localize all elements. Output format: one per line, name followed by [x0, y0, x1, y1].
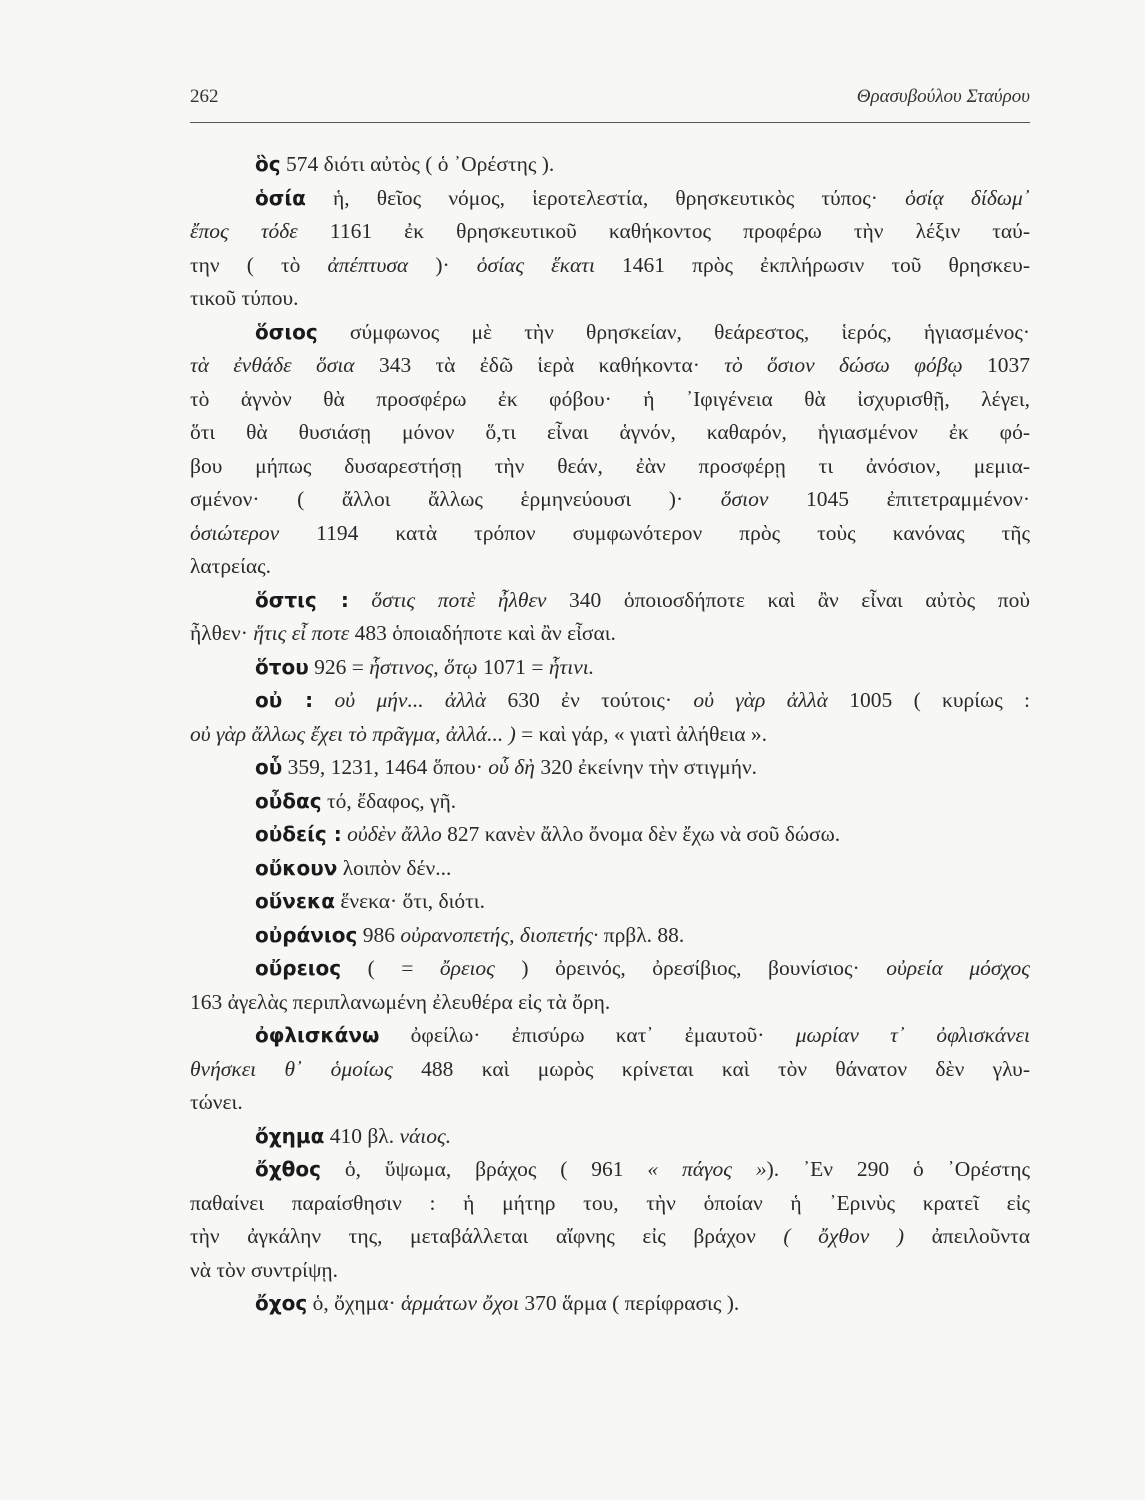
definition-text: ὅτι θὰ θυσιάσῃ μόνον ὅ,τι εἶναι ἁγνόν, καθαρόν, ἡγιασμένον ἐκ φό-	[190, 420, 1030, 444]
definition-text: 163 ἀγελὰς περιπλανωμένη ἐλευθέρα εἰς τὰ ὄρη.	[190, 989, 611, 1014]
entry-line	[190, 1053, 1030, 1087]
entry-line	[190, 1187, 1030, 1221]
definition-text: ἕνεκα· ὅτι, διότι.	[334, 889, 485, 913]
definition-text: 926 =	[308, 654, 370, 679]
entry-line	[190, 550, 1030, 584]
quotation: ( ὄχθον )	[783, 1224, 905, 1248]
entry-line	[190, 785, 1030, 819]
quotation: ὁσίας ἕκατι	[476, 252, 595, 277]
quotation: ἀπέπτυσα	[327, 252, 409, 277]
glossary-entry	[190, 952, 1030, 1019]
entry-line	[190, 249, 1030, 283]
definition-text: )·	[408, 252, 477, 277]
headword: ὄχθος	[255, 1157, 321, 1181]
definition-text: ὁ, ὕψωμα, βράχος ( 961	[320, 1157, 648, 1181]
headword: οὕνεκα	[255, 889, 335, 913]
definition-text: 343 τὰ ἐδῶ ἱερὰ καθήκοντα·	[354, 353, 725, 377]
quotation: ὅσιον	[720, 487, 769, 511]
entry-line	[190, 651, 1030, 685]
glossary-entry	[190, 785, 1030, 819]
entry-line	[190, 1153, 1030, 1187]
entry-line	[190, 1254, 1030, 1288]
definition-text: 488 καὶ μωρὸς κρίνεται καὶ τὸν θάνατον δὲν γλυ-	[392, 1056, 1030, 1081]
quotation: οὐρεία μόσχος	[886, 956, 1030, 980]
definition-text	[313, 688, 334, 712]
header-rule	[190, 122, 1030, 123]
entry-line	[190, 282, 1030, 316]
glossary-entry	[190, 584, 1030, 651]
headword: οὗ	[255, 755, 283, 779]
quotation: ἧτινι.	[548, 654, 595, 679]
definition-text: 410 βλ.	[324, 1123, 400, 1148]
headword: ὄχημα	[255, 1123, 325, 1148]
headword: ὄχος	[255, 1291, 308, 1315]
entry-line	[190, 349, 1030, 383]
entry-line	[190, 952, 1030, 986]
glossary-entry	[190, 885, 1030, 919]
glossary-entry	[190, 1019, 1030, 1120]
glossary-entry	[190, 1153, 1030, 1287]
definition-text: 1461 πρὸς ἐκπλήρωσιν τοῦ θρησκευ-	[594, 252, 1030, 277]
definition-text: τικοῦ τύπου.	[190, 286, 299, 310]
entry-line	[190, 617, 1030, 651]
definition-text: 1071 =	[477, 654, 549, 679]
entry-line	[190, 852, 1030, 886]
quotation: οὐρανοπετής, διοπετής·	[400, 922, 599, 947]
quotation: τὸ ὅσιον δώσω φόβῳ	[724, 353, 963, 377]
quotation: οὗ δὴ	[488, 755, 535, 779]
definition-text: λοιπὸν δέν...	[337, 855, 452, 880]
headword: οὔρειος	[255, 956, 342, 980]
definition-text: τὸ ἁγνὸν θὰ προσφέρω ἐκ φόβου· ἡ ᾿Ιφιγένεια θὰ ἰσχυρισθῇ, λέγει,	[190, 386, 1030, 411]
headword: ὅσιος	[255, 319, 318, 344]
glossary-entry	[190, 684, 1030, 751]
quotation: οὐ γὰρ ἀλλὰ	[693, 688, 828, 712]
definition-text: = καὶ γάρ, « γιατὶ ἀλήθεια ».	[515, 721, 768, 746]
quotation: οὐδὲν ἄλλο	[347, 822, 442, 846]
definition-text: 1045 ἐπιτετραμμένον·	[768, 487, 1030, 511]
entry-line	[190, 483, 1030, 517]
entry-line	[190, 1086, 1030, 1120]
entry-line	[190, 517, 1030, 551]
quotation: ἧστινος, ὅτῳ	[369, 654, 478, 679]
headword: ὅστις :	[255, 587, 349, 612]
definition-text: 1161 ἐκ θρησκευτικοῦ καθήκοντος προφέρω τὴν λέξιν ταύ-	[297, 219, 1030, 243]
quotation: θνήσκει θ᾿ ὁμοίως	[190, 1056, 393, 1081]
quotation: ὁσιώτερον	[190, 520, 280, 545]
headword: οὐράνιος	[255, 922, 358, 947]
glossary-entry	[190, 316, 1030, 584]
definition-text: λατρείας.	[190, 554, 272, 578]
entry-line	[190, 148, 1030, 182]
definition-text: 340 ὁποιοσδήποτε καὶ ἂν εἶναι αὐτὸς ποὺ	[546, 587, 1030, 612]
definition-text: 320 ἐκείνην τὴν στιγμήν.	[534, 755, 758, 779]
glossary-entry	[190, 852, 1030, 886]
entry-line	[190, 818, 1030, 852]
definition-text: 630 ἐν τούτοις·	[486, 688, 694, 712]
entry-line	[190, 885, 1030, 919]
definition-text: 359, 1231, 1464 ὅπου·	[282, 755, 489, 779]
glossary-entry	[190, 182, 1030, 316]
definition-text: ὁ, ὄχημα·	[307, 1291, 401, 1315]
definition-text: πρβλ. 88.	[598, 922, 685, 947]
entry-line	[190, 751, 1030, 785]
definition-text: 574 διότι αὐτὸς ( ὁ ᾿Ορέστης ).	[280, 152, 555, 176]
quotation: τὰ ἐνθάδε ὅσια	[190, 353, 355, 377]
entry-line	[190, 450, 1030, 484]
entry-line	[190, 1019, 1030, 1053]
quotation: ὁσίᾳ δίδωμ᾿	[905, 185, 1030, 210]
glossary-entry	[190, 818, 1030, 852]
definition-text: σμένον· ( ἄλλοι ἄλλως ἑρμηνεύουσι )·	[190, 487, 721, 511]
definition-text: 827 κανὲν ἄλλο ὄνομα δὲν ἔχω νὰ σοῦ δώσω.	[441, 822, 841, 846]
page-header	[190, 86, 1030, 116]
headword: οὐδείς :	[255, 822, 342, 846]
definition-text: την ( τὸ	[190, 252, 328, 277]
entry-line	[190, 1120, 1030, 1154]
quotation: μωρίαν τ᾿ ὀφλισκάνει	[795, 1023, 1030, 1047]
headword: ὀφλισκάνω	[255, 1023, 380, 1047]
headword: οὐ :	[255, 688, 314, 712]
definition-text: ὀφείλω· ἐπισύρω κατ᾿ ἐμαυτοῦ·	[379, 1023, 796, 1047]
definition-text: 1194 κατὰ τρόπον συμφωνότερον πρὸς τοὺς κανόνας τῆς	[279, 520, 1030, 545]
entry-line	[190, 718, 1030, 752]
quotation: οὐ μήν... ἀλλὰ	[334, 688, 487, 712]
quotation: ἁρμάτων ὄχοι	[401, 1291, 519, 1315]
definition-text: ἀπειλοῦντα	[904, 1224, 1030, 1248]
quotation: ἔπος τόδε	[190, 219, 298, 243]
headword: οὔκουν	[255, 855, 338, 880]
quotation: ἥτις εἶ ποτε	[253, 621, 350, 645]
glossary-entry	[190, 148, 1030, 182]
quotation: ὅστις ποτὲ ἦλθεν	[371, 587, 547, 612]
definition-text: 1005 ( κυρίως :	[827, 688, 1031, 712]
glossary-entry	[190, 1120, 1030, 1154]
definition-text: παθαίνει παραίσθησιν : ἡ μήτηρ του, τὴν ὁποίαν ἡ ᾿Ερινὺς κρατεῖ εἰς	[190, 1190, 1030, 1215]
definition-text: 370 ἅρμα ( περίφρασις ).	[518, 1291, 740, 1315]
page-number: 262	[190, 86, 219, 107]
entry-line	[190, 1287, 1030, 1321]
entry-line	[190, 416, 1030, 450]
headword: ὁσία	[255, 185, 306, 210]
definition-text: τὴν ἀγκάλην της, μεταβάλλεται αἴφνης εἰς βράχον	[190, 1224, 784, 1248]
glossary-body	[190, 148, 1030, 1321]
entry-line	[190, 316, 1030, 350]
entry-line	[190, 684, 1030, 718]
definition-text: ) ὀρεινός, ὀρεσίβιος, βουνίσιος·	[494, 956, 887, 980]
definition-text: βου μήπως δυσαρεστήσῃ τὴν θεάν, ἐὰν προσφέρῃ τι ἀνόσιον, μεμια-	[190, 453, 1030, 478]
definition-text: 986	[357, 922, 401, 947]
glossary-entry	[190, 751, 1030, 785]
definition-text: νὰ τὸν συντρίψῃ.	[190, 1257, 339, 1282]
glossary-entry	[190, 919, 1030, 953]
glossary-entry	[190, 1287, 1030, 1321]
headword: ὅτου	[255, 654, 309, 679]
definition-text: 483 ὁποιαδήποτε καὶ ἂν εἶσαι.	[349, 621, 616, 645]
definition-text: ). ᾿Εν 290 ὁ ᾿Ορέστης	[766, 1157, 1030, 1181]
running-title: Θρασυβούλου Σταύρου	[856, 86, 1030, 107]
quotation: οὐ γὰρ ἄλλως ἔχει τὸ πρᾶγμα, ἀλλά... )	[190, 721, 516, 746]
definition-text: τό, ἔδαφος, γῆ.	[321, 788, 457, 813]
definition-text: τώνει.	[190, 1090, 243, 1114]
definition-text: ἡ, θεῖος νόμος, ἱεροτελεστία, θρησκευτικὸς τύπος·	[305, 185, 906, 210]
definition-text: σύμφωνος μὲ τὴν θρησκείαν, θεάρεστος, ἱερός, ἡγιασμένος·	[317, 319, 1030, 344]
glossary-entry	[190, 651, 1030, 685]
quotation: « πάγος »	[647, 1157, 767, 1181]
entry-line	[190, 215, 1030, 249]
definition-text	[349, 588, 372, 612]
entry-line	[190, 986, 1030, 1020]
definition-text: 1037	[962, 353, 1031, 377]
entry-line	[190, 383, 1030, 417]
quotation: νάιος.	[399, 1123, 452, 1148]
headword: οὖδας	[255, 788, 322, 813]
entry-line	[190, 584, 1030, 618]
entry-line	[190, 1220, 1030, 1254]
quotation: ὄρειος	[439, 956, 495, 980]
definition-text: ἦλθεν·	[190, 621, 254, 645]
headword: ὃς	[255, 152, 281, 176]
definition-text: ( =	[341, 956, 440, 980]
entry-line	[190, 182, 1030, 216]
entry-line	[190, 919, 1030, 953]
